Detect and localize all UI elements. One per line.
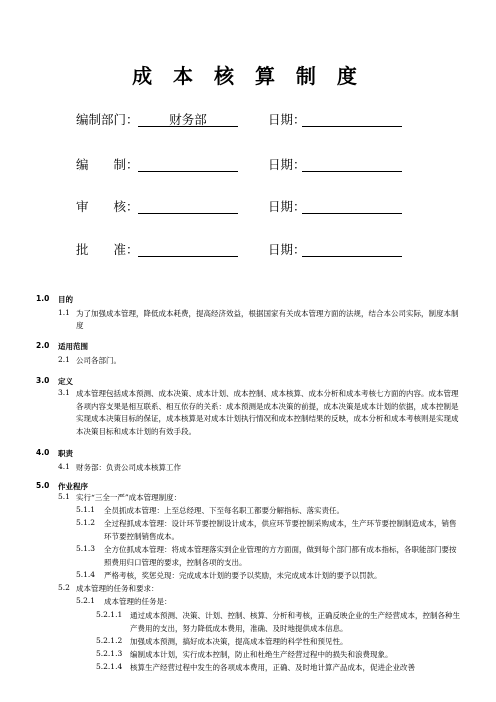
item-number: 5.1 xyxy=(58,492,70,501)
section-number: 2.0 xyxy=(36,341,50,350)
author-label: 编 制： xyxy=(76,157,139,172)
item-number: 5.2.1.3 xyxy=(96,649,123,658)
item-number: 5.1.3 xyxy=(76,544,96,553)
approver-date-label: 日期： xyxy=(268,242,306,257)
department-value: 财务部 xyxy=(169,112,207,127)
form-row-approver xyxy=(0,240,496,260)
item-text: 通过成本预测、决策、计划、控制、核算、分析和考核，正确反映企业的生产经营成本，控制各种生产费用的支出，努力降低成本费用，准确、及时地提供成本信息。 xyxy=(130,611,460,633)
author-date-underline xyxy=(302,171,402,172)
item-text: 编制成本计划，实行成本控制，防止和杜绝生产经营过程中的损失和浪费现象。 xyxy=(130,650,393,659)
item-text: 核算生产经营过程中发生的各项成本费用，正确、及时地计算产品成本，促进企业改善 xyxy=(130,663,415,672)
form-row-department xyxy=(0,110,496,130)
item-text: 公司各部门。 xyxy=(76,356,121,365)
item-number: 3.1 xyxy=(58,388,70,397)
item-number: 5.2.1.4 xyxy=(96,662,123,671)
section-title: 作业程序 xyxy=(58,482,88,491)
section-number: 4.0 xyxy=(36,448,50,457)
item-number: 5.2 xyxy=(58,583,70,592)
item-text: 为了加强成本管理，降低成本耗费，提高经济效益，根据国家有关成本管理方面的法规，结合本公司实际，制度本制度 xyxy=(76,309,459,330)
item-text: 严格考核，奖惩兑现：完成成本计划的要予以奖励，未完成成本计划的要予以罚款。 xyxy=(104,571,382,580)
form-row-reviewer xyxy=(0,197,496,217)
item-number: 5.2.1 xyxy=(76,596,96,605)
reviewer-date-label: 日期： xyxy=(268,199,306,214)
item-text: 成本管理的任务是： xyxy=(104,597,172,606)
item-text: 全过程抓成本管理：设计环节要控制设计成本，供应环节要控制采购成本，生产环节要控制制造成本，销售环节要控制销售成本。 xyxy=(104,519,457,541)
item-number: 2.1 xyxy=(58,355,70,364)
item-number: 5.2.1.1 xyxy=(96,610,123,619)
reviewer-underline xyxy=(138,213,238,214)
department-label: 编制部门： xyxy=(76,112,139,127)
item-text: 财务部：负责公司成本核算工作 xyxy=(76,463,181,472)
section-title: 定义 xyxy=(58,377,73,386)
document-title: 成 本 核 算 制 度 xyxy=(132,64,364,88)
approver-date-underline xyxy=(302,256,402,257)
section-title: 目的 xyxy=(58,295,73,304)
reviewer-label: 审 核： xyxy=(76,199,139,214)
item-text: 全员抓成本管理：上至总经理、下至每名职工都要分解指标、落实责任。 xyxy=(104,506,344,515)
department-underline xyxy=(138,126,238,127)
reviewer-date-underline xyxy=(302,213,402,214)
item-number: 1.1 xyxy=(58,308,70,317)
section-title: 适用范围 xyxy=(58,342,88,351)
item-text: 成本管理的任务和要求： xyxy=(76,584,159,593)
item-text: 加强成本预测，搞好成本决策，提高成本管理的科学性和预见性。 xyxy=(130,637,348,646)
form-row-author xyxy=(0,155,496,175)
approver-underline xyxy=(138,256,238,257)
item-number: 5.1.4 xyxy=(76,570,96,579)
item-text: 全方位抓成本管理：将成本管理落实到企业管理的方方面面，做到每个部门都有成本指标，各职能部门要按照费用归口管理的要求，控制各项的支出。 xyxy=(104,545,457,567)
section-number: 1.0 xyxy=(36,294,50,303)
department-date-underline xyxy=(302,126,402,127)
item-text: 实行“三全一严”成本管理制度： xyxy=(76,493,182,502)
section-number: 5.0 xyxy=(36,481,50,490)
item-number: 5.2.1.2 xyxy=(96,636,123,645)
item-text: 成本管理包括成本预测、成本决策、成本计划、成本控制、成本核算、成本分析和成本考核七方面的内容。成本管理各项内容支果是相互联系、相互依存的关系：成本预测是成本决策的前提，成本决策是成本计划的依据，成本控制是实现成本决策目标的保证，成本核算是对成本计划执行情况和成本控制结果的反映，成本分析和成本考核则是实现成本决策目标和成本计划的有效手段。 xyxy=(76,389,459,436)
section-title: 职责 xyxy=(58,449,73,458)
department-date-label: 日期： xyxy=(268,112,306,127)
item-number: 5.1.1 xyxy=(76,505,96,514)
author-date-label: 日期： xyxy=(268,157,306,172)
item-number: 5.1.2 xyxy=(76,518,96,527)
author-underline xyxy=(138,171,238,172)
approver-label: 批 准： xyxy=(76,242,139,257)
section-number: 3.0 xyxy=(36,376,50,385)
item-number: 4.1 xyxy=(58,462,70,471)
